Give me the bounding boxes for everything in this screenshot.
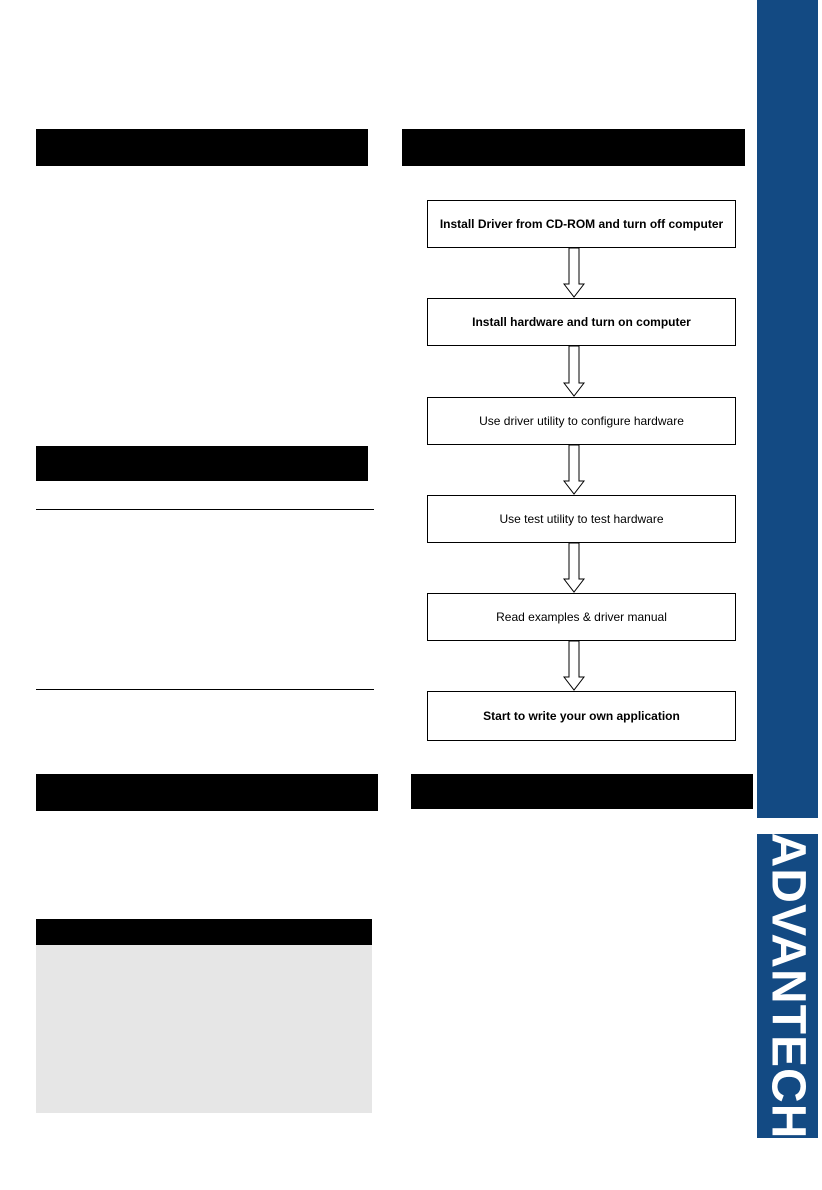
advantech-logo [757, 834, 818, 1138]
down-arrow-icon [563, 248, 585, 298]
flow-step-write-application [427, 691, 736, 741]
down-arrow-icon [563, 543, 585, 593]
section-header-bar [36, 129, 368, 166]
down-arrow-icon [563, 445, 585, 495]
flow-step-install-driver [427, 200, 736, 248]
section-header-bar [36, 774, 378, 811]
flow-step-install-hardware [427, 298, 736, 346]
flow-step-label: Install Driver from CD-ROM and turn off computer [439, 217, 724, 231]
down-arrow-icon [563, 346, 585, 397]
flow-step-label: Use driver utility to configure hardware [479, 414, 684, 428]
flowchart-header-bar [402, 129, 745, 166]
note-panel [36, 945, 372, 1113]
side-tab-band [757, 0, 818, 818]
down-arrow-icon [563, 641, 585, 691]
table-bottom-rule [36, 689, 374, 690]
table-top-rule [36, 509, 374, 510]
note-header-bar [36, 919, 372, 945]
logo-text: ADVANTECH [761, 832, 814, 1140]
flow-step-label: Read examples & driver manual [496, 610, 667, 624]
flow-step-label: Start to write your own application [483, 709, 680, 723]
flow-step-test-hardware [427, 495, 736, 543]
section-header-bar [411, 774, 753, 809]
flow-step-configure-hardware [427, 397, 736, 445]
flow-step-label: Use test utility to test hardware [499, 512, 664, 526]
flow-step-label: Install hardware and turn on computer [472, 315, 691, 329]
section-header-bar [36, 446, 368, 481]
flow-step-read-examples [427, 593, 736, 641]
